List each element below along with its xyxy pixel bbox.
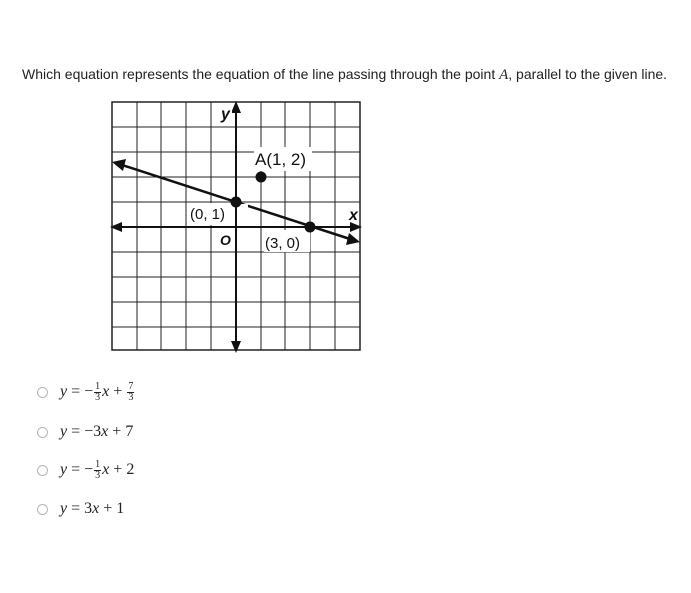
y-axis-arrow-down [231,341,241,353]
y-intercept-label: (0, 1) [190,206,226,223]
origin-label: O [220,232,231,248]
radio-button[interactable] [37,504,48,515]
answer-option-1[interactable] [37,377,237,407]
radio-button[interactable] [37,387,48,398]
point-x-intercept [305,222,316,233]
coordinate-graph [104,97,366,359]
point-a [256,172,267,183]
answer-equation: y = 3 x + 1 [60,500,125,517]
point-variable: A [499,67,509,83]
y-axis-label: y [221,106,230,123]
question-text: Which equation represents the equation of the line passing through the point A, parallel to the given line. [22,66,668,83]
point-a-label: A(1, 2) [255,150,307,169]
x-intercept-label: (3, 0) [265,235,301,252]
y-axis-arrow-up [231,101,241,113]
point-y-intercept [231,197,242,208]
fraction: $\frac{1}{3}$ [95,380,101,403]
answer-option-3[interactable] [37,455,237,485]
answer-option-4[interactable] [37,494,237,524]
given-line-arrow-left [112,159,126,171]
answer-equation: y = −3 x + 7 [60,423,134,440]
answer-equation: y = − $\frac{1}{3}$ x + 2 [60,458,135,481]
x-axis-label: x [349,207,358,224]
radio-button[interactable] [37,465,48,476]
given-line-arrow-right [346,233,360,245]
fraction: $\frac{1}{3}$ [95,458,101,481]
answer-equation: y = − $\frac{1}{3}$ x + $\frac{7}{3}$ [60,380,134,403]
answer-option-2[interactable] [37,417,237,447]
fraction: $\frac{7}{3}$ [128,380,134,403]
radio-button[interactable] [37,427,48,438]
